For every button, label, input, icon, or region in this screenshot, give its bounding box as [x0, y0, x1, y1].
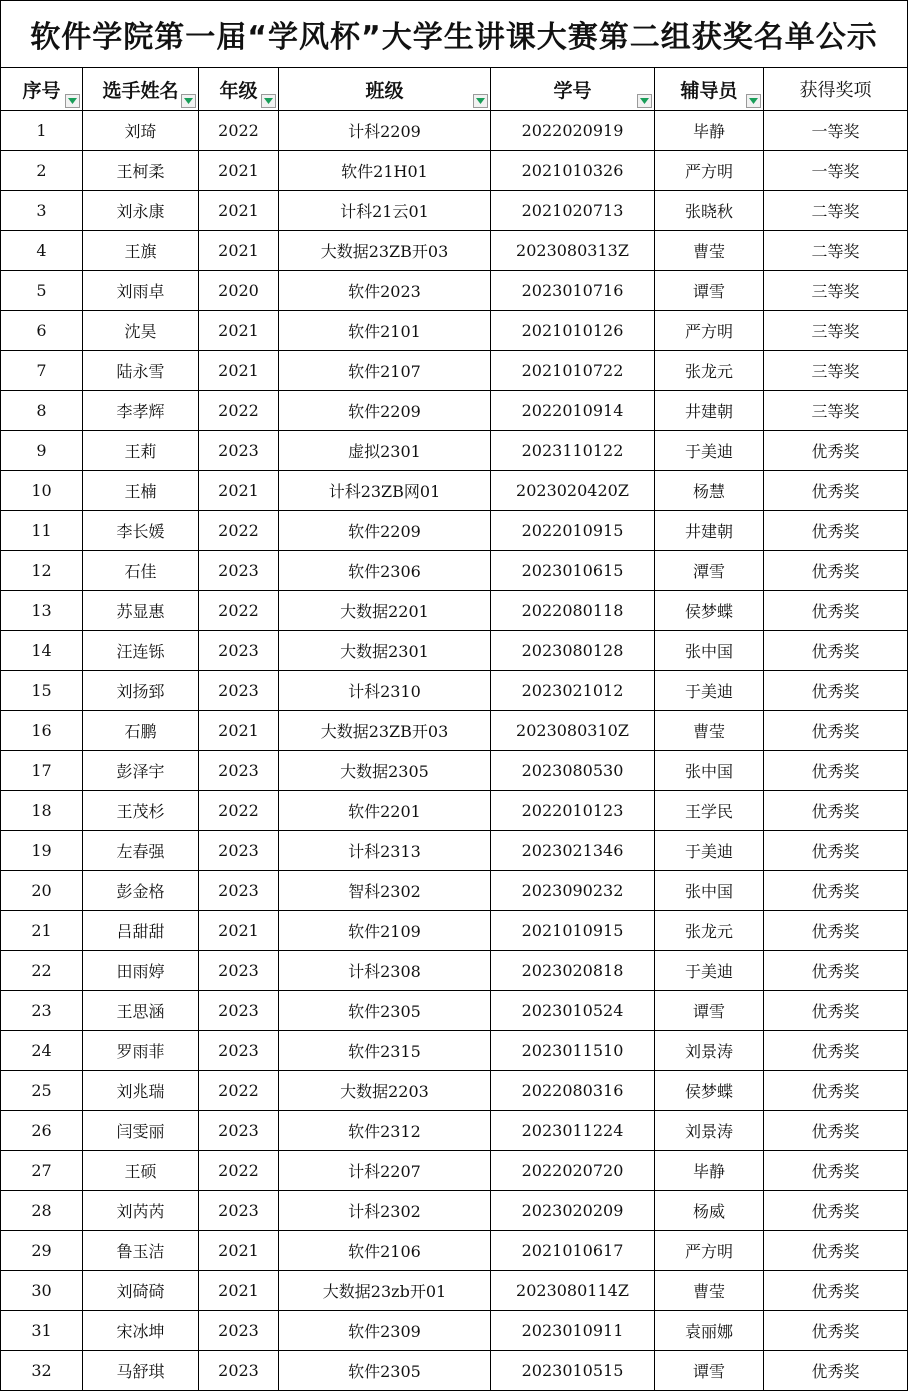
- cell-counselor: 张中国: [655, 871, 764, 911]
- table-row: [1, 431, 908, 471]
- table-row: [1, 1191, 908, 1231]
- cell-grade: 2021: [199, 151, 279, 191]
- cell-grade: 2023: [199, 951, 279, 991]
- cell-award: 三等奖: [764, 271, 908, 311]
- cell-name: 王柯柔: [83, 151, 199, 191]
- cell-grade: 2023: [199, 551, 279, 591]
- cell-class: 计科21云01: [279, 191, 491, 231]
- filter-dropdown-icon[interactable]: [65, 94, 80, 108]
- cell-name: 宋冰坤: [83, 1311, 199, 1351]
- table-row: [1, 231, 908, 271]
- cell-award: 二等奖: [764, 231, 908, 271]
- cell-student-id: 2023080313Z: [491, 231, 655, 271]
- cell-student-id: 2023110122: [491, 431, 655, 471]
- cell-student-id: 2023080128: [491, 631, 655, 671]
- cell-student-id: 2022080316: [491, 1071, 655, 1111]
- header-row: [1, 68, 908, 111]
- cell-class: 计科2310: [279, 671, 491, 711]
- cell-student-id: 2023010615: [491, 551, 655, 591]
- cell-counselor: 杨威: [655, 1191, 764, 1231]
- cell-grade: 2021: [199, 191, 279, 231]
- cell-counselor: 毕静: [655, 111, 764, 151]
- cell-student-id: 2022010123: [491, 791, 655, 831]
- cell-student-id: 2023011510: [491, 1031, 655, 1071]
- cell-grade: 2021: [199, 231, 279, 271]
- cell-seq: 9: [1, 431, 83, 471]
- cell-counselor: 王学民: [655, 791, 764, 831]
- cell-name: 王楠: [83, 471, 199, 511]
- cell-class: 软件2109: [279, 911, 491, 951]
- cell-seq: 4: [1, 231, 83, 271]
- column-header-counselor: [655, 68, 764, 111]
- cell-award: 优秀奖: [764, 431, 908, 471]
- cell-counselor: 潭雪: [655, 551, 764, 591]
- table-row: [1, 311, 908, 351]
- cell-award: 优秀奖: [764, 1031, 908, 1071]
- cell-counselor: 于美迪: [655, 431, 764, 471]
- cell-award: 优秀奖: [764, 711, 908, 751]
- cell-award: 优秀奖: [764, 871, 908, 911]
- cell-class: 计科2308: [279, 951, 491, 991]
- table-row: [1, 991, 908, 1031]
- cell-name: 刘兆瑞: [83, 1071, 199, 1111]
- cell-student-id: 2023010524: [491, 991, 655, 1031]
- cell-grade: 2021: [199, 911, 279, 951]
- cell-name: 李长媛: [83, 511, 199, 551]
- cell-name: 沈昊: [83, 311, 199, 351]
- cell-name: 罗雨菲: [83, 1031, 199, 1071]
- cell-seq: 28: [1, 1191, 83, 1231]
- cell-student-id: 2023080310Z: [491, 711, 655, 751]
- cell-seq: 5: [1, 271, 83, 311]
- column-header-label: 序号: [22, 79, 61, 102]
- cell-student-id: 2023010911: [491, 1311, 655, 1351]
- cell-award: 优秀奖: [764, 511, 908, 551]
- filter-dropdown-icon[interactable]: [637, 94, 652, 108]
- cell-student-id: 2022080118: [491, 591, 655, 631]
- cell-student-id: 2023010515: [491, 1351, 655, 1391]
- column-header-class: [279, 68, 491, 111]
- cell-award: 优秀奖: [764, 911, 908, 951]
- cell-name: 李孝辉: [83, 391, 199, 431]
- cell-name: 王茂杉: [83, 791, 199, 831]
- cell-name: 吕甜甜: [83, 911, 199, 951]
- table-body: [1, 111, 908, 1391]
- table-row: [1, 831, 908, 871]
- cell-seq: 6: [1, 311, 83, 351]
- filter-dropdown-icon[interactable]: [261, 94, 276, 108]
- cell-award: 一等奖: [764, 151, 908, 191]
- cell-counselor: 毕静: [655, 1151, 764, 1191]
- table-row: [1, 551, 908, 591]
- cell-class: 软件2209: [279, 511, 491, 551]
- cell-grade: 2022: [199, 511, 279, 551]
- table-row: [1, 1111, 908, 1151]
- cell-seq: 27: [1, 1151, 83, 1191]
- cell-award: 优秀奖: [764, 591, 908, 631]
- column-header-student-id: [491, 68, 655, 111]
- cell-student-id: 2023080530: [491, 751, 655, 791]
- column-header-label: 年级: [219, 79, 258, 102]
- cell-award: 优秀奖: [764, 1111, 908, 1151]
- cell-class: 软件2209: [279, 391, 491, 431]
- cell-counselor: 侯梦蝶: [655, 591, 764, 631]
- cell-seq: 30: [1, 1271, 83, 1311]
- cell-counselor: 曹莹: [655, 711, 764, 751]
- cell-student-id: 2023021012: [491, 671, 655, 711]
- cell-grade: 2023: [199, 631, 279, 671]
- table-row: [1, 1071, 908, 1111]
- cell-counselor: 于美迪: [655, 951, 764, 991]
- cell-name: 王硕: [83, 1151, 199, 1191]
- cell-award: 优秀奖: [764, 1271, 908, 1311]
- cell-student-id: 2021010915: [491, 911, 655, 951]
- cell-name: 陆永雪: [83, 351, 199, 391]
- cell-class: 大数据2301: [279, 631, 491, 671]
- cell-grade: 2021: [199, 471, 279, 511]
- table-row: [1, 391, 908, 431]
- cell-counselor: 张龙元: [655, 911, 764, 951]
- cell-grade: 2021: [199, 351, 279, 391]
- cell-class: 大数据23ZB开03: [279, 711, 491, 751]
- table-row: [1, 631, 908, 671]
- cell-student-id: 2023080114Z: [491, 1271, 655, 1311]
- cell-grade: 2023: [199, 431, 279, 471]
- cell-name: 王旗: [83, 231, 199, 271]
- cell-name: 刘永康: [83, 191, 199, 231]
- column-header-label: 选手姓名: [102, 79, 179, 102]
- cell-class: 计科2209: [279, 111, 491, 151]
- table-row: [1, 1311, 908, 1351]
- cell-seq: 25: [1, 1071, 83, 1111]
- cell-student-id: 2021010617: [491, 1231, 655, 1271]
- cell-counselor: 谭雪: [655, 991, 764, 1031]
- cell-seq: 7: [1, 351, 83, 391]
- cell-counselor: 张龙元: [655, 351, 764, 391]
- cell-seq: 17: [1, 751, 83, 791]
- table-row: [1, 871, 908, 911]
- cell-class: 软件2106: [279, 1231, 491, 1271]
- cell-name: 石佳: [83, 551, 199, 591]
- cell-counselor: 谭雪: [655, 1351, 764, 1391]
- cell-counselor: 刘景涛: [655, 1031, 764, 1071]
- cell-name: 刘扬郅: [83, 671, 199, 711]
- cell-name: 刘琦: [83, 111, 199, 151]
- cell-grade: 2022: [199, 591, 279, 631]
- cell-award: 三等奖: [764, 391, 908, 431]
- cell-name: 王思涵: [83, 991, 199, 1031]
- table-row: [1, 791, 908, 831]
- cell-award: 优秀奖: [764, 991, 908, 1031]
- cell-name: 鲁玉洁: [83, 1231, 199, 1271]
- cell-name: 彭金格: [83, 871, 199, 911]
- cell-award: 优秀奖: [764, 631, 908, 671]
- table-row: [1, 751, 908, 791]
- cell-seq: 15: [1, 671, 83, 711]
- cell-award: 二等奖: [764, 191, 908, 231]
- cell-award: 三等奖: [764, 311, 908, 351]
- cell-class: 软件21H01: [279, 151, 491, 191]
- cell-counselor: 于美迪: [655, 831, 764, 871]
- cell-counselor: 严方明: [655, 1231, 764, 1271]
- cell-award: 优秀奖: [764, 1231, 908, 1271]
- cell-class: 软件2312: [279, 1111, 491, 1151]
- award-table: [0, 67, 908, 1391]
- cell-grade: 2022: [199, 1151, 279, 1191]
- cell-grade: 2023: [199, 1191, 279, 1231]
- cell-award: 优秀奖: [764, 831, 908, 871]
- cell-grade: 2022: [199, 111, 279, 151]
- cell-name: 刘碕碕: [83, 1271, 199, 1311]
- cell-name: 田雨婷: [83, 951, 199, 991]
- table-row: [1, 271, 908, 311]
- cell-student-id: 2023090232: [491, 871, 655, 911]
- cell-grade: 2023: [199, 671, 279, 711]
- cell-counselor: 张晓秋: [655, 191, 764, 231]
- cell-class: 软件2201: [279, 791, 491, 831]
- cell-seq: 2: [1, 151, 83, 191]
- cell-counselor: 井建朝: [655, 511, 764, 551]
- cell-counselor: 井建朝: [655, 391, 764, 431]
- cell-name: 汪连铄: [83, 631, 199, 671]
- cell-award: 三等奖: [764, 351, 908, 391]
- table-row: [1, 911, 908, 951]
- cell-counselor: 杨慧: [655, 471, 764, 511]
- cell-grade: 2023: [199, 1351, 279, 1391]
- cell-student-id: 2023020818: [491, 951, 655, 991]
- cell-seq: 21: [1, 911, 83, 951]
- table-row: [1, 1271, 908, 1311]
- cell-grade: 2023: [199, 1111, 279, 1151]
- cell-grade: 2023: [199, 1031, 279, 1071]
- column-header-label: 辅导员: [680, 79, 738, 102]
- table-row: [1, 471, 908, 511]
- cell-class: 计科2207: [279, 1151, 491, 1191]
- cell-grade: 2021: [199, 711, 279, 751]
- filter-dropdown-icon[interactable]: [746, 94, 761, 108]
- cell-grade: 2023: [199, 871, 279, 911]
- cell-name: 王莉: [83, 431, 199, 471]
- cell-name: 彭泽宇: [83, 751, 199, 791]
- cell-student-id: 2023010716: [491, 271, 655, 311]
- filter-dropdown-icon[interactable]: [473, 94, 488, 108]
- cell-class: 大数据2305: [279, 751, 491, 791]
- cell-class: 计科23ZB网01: [279, 471, 491, 511]
- cell-student-id: 2022010915: [491, 511, 655, 551]
- table-row: [1, 111, 908, 151]
- cell-name: 刘芮芮: [83, 1191, 199, 1231]
- table-row: [1, 151, 908, 191]
- cell-class: 软件2023: [279, 271, 491, 311]
- cell-award: 优秀奖: [764, 791, 908, 831]
- cell-seq: 3: [1, 191, 83, 231]
- cell-class: 大数据23zb开01: [279, 1271, 491, 1311]
- cell-award: 优秀奖: [764, 1351, 908, 1391]
- cell-class: 软件2306: [279, 551, 491, 591]
- cell-name: 苏显惠: [83, 591, 199, 631]
- cell-award: 优秀奖: [764, 1311, 908, 1351]
- cell-class: 软件2309: [279, 1311, 491, 1351]
- column-header-label: 学号: [553, 79, 592, 102]
- cell-class: 大数据2203: [279, 1071, 491, 1111]
- cell-student-id: 2022010914: [491, 391, 655, 431]
- table-row: [1, 1031, 908, 1071]
- table-row: [1, 711, 908, 751]
- cell-seq: 19: [1, 831, 83, 871]
- cell-student-id: 2021010126: [491, 311, 655, 351]
- cell-class: 计科2302: [279, 1191, 491, 1231]
- cell-award: 优秀奖: [764, 1151, 908, 1191]
- cell-class: 智科2302: [279, 871, 491, 911]
- cell-grade: 2022: [199, 791, 279, 831]
- cell-class: 软件2305: [279, 1351, 491, 1391]
- table-row: [1, 671, 908, 711]
- cell-seq: 16: [1, 711, 83, 751]
- cell-award: 优秀奖: [764, 1191, 908, 1231]
- cell-counselor: 张中国: [655, 751, 764, 791]
- cell-award: 优秀奖: [764, 1071, 908, 1111]
- column-header-label: 获得奖项: [799, 80, 872, 101]
- cell-student-id: 2023020420Z: [491, 471, 655, 511]
- cell-award: 优秀奖: [764, 751, 908, 791]
- cell-class: 大数据2201: [279, 591, 491, 631]
- table-row: [1, 1351, 908, 1391]
- cell-name: 马舒琪: [83, 1351, 199, 1391]
- column-header-seq: [1, 68, 83, 111]
- cell-student-id: 2023020209: [491, 1191, 655, 1231]
- cell-class: 虚拟2301: [279, 431, 491, 471]
- cell-grade: 2023: [199, 831, 279, 871]
- cell-grade: 2020: [199, 271, 279, 311]
- cell-name: 闫雯丽: [83, 1111, 199, 1151]
- table-row: [1, 591, 908, 631]
- cell-seq: 24: [1, 1031, 83, 1071]
- column-header-award: [764, 68, 908, 111]
- cell-student-id: 2022020720: [491, 1151, 655, 1191]
- cell-seq: 26: [1, 1111, 83, 1151]
- table-row: [1, 951, 908, 991]
- table-row: [1, 351, 908, 391]
- cell-seq: 18: [1, 791, 83, 831]
- cell-seq: 31: [1, 1311, 83, 1351]
- cell-name: 石鹏: [83, 711, 199, 751]
- cell-seq: 12: [1, 551, 83, 591]
- cell-student-id: 2022020919: [491, 111, 655, 151]
- cell-seq: 23: [1, 991, 83, 1031]
- cell-seq: 29: [1, 1231, 83, 1271]
- cell-grade: 2021: [199, 1231, 279, 1271]
- cell-seq: 14: [1, 631, 83, 671]
- cell-grade: 2023: [199, 751, 279, 791]
- cell-seq: 20: [1, 871, 83, 911]
- cell-name: 左春强: [83, 831, 199, 871]
- table-row: [1, 1151, 908, 1191]
- cell-award: 优秀奖: [764, 671, 908, 711]
- cell-class: 计科2313: [279, 831, 491, 871]
- cell-counselor: 侯梦蝶: [655, 1071, 764, 1111]
- cell-student-id: 2021020713: [491, 191, 655, 231]
- cell-class: 软件2305: [279, 991, 491, 1031]
- table-row: [1, 511, 908, 551]
- page-title: 软件学院第一届“学风杯”大学生讲课大赛第二组获奖名单公示: [0, 0, 908, 67]
- cell-seq: 11: [1, 511, 83, 551]
- cell-seq: 1: [1, 111, 83, 151]
- cell-seq: 22: [1, 951, 83, 991]
- cell-counselor: 张中国: [655, 631, 764, 671]
- cell-counselor: 严方明: [655, 311, 764, 351]
- cell-grade: 2023: [199, 1311, 279, 1351]
- cell-award: 优秀奖: [764, 951, 908, 991]
- cell-grade: 2022: [199, 1071, 279, 1111]
- cell-name: 刘雨卓: [83, 271, 199, 311]
- cell-counselor: 刘景涛: [655, 1111, 764, 1151]
- cell-student-id: 2023021346: [491, 831, 655, 871]
- cell-class: 软件2107: [279, 351, 491, 391]
- cell-counselor: 袁丽娜: [655, 1311, 764, 1351]
- cell-student-id: 2023011224: [491, 1111, 655, 1151]
- cell-counselor: 曹莹: [655, 1271, 764, 1311]
- cell-grade: 2022: [199, 391, 279, 431]
- cell-award: 优秀奖: [764, 551, 908, 591]
- cell-counselor: 曹莹: [655, 231, 764, 271]
- cell-award: 一等奖: [764, 111, 908, 151]
- cell-counselor: 谭雪: [655, 271, 764, 311]
- cell-seq: 13: [1, 591, 83, 631]
- column-header-grade: [199, 68, 279, 111]
- table-row: [1, 191, 908, 231]
- column-header-label: 班级: [365, 79, 404, 102]
- cell-seq: 10: [1, 471, 83, 511]
- cell-seq: 8: [1, 391, 83, 431]
- cell-grade: 2021: [199, 1271, 279, 1311]
- column-header-name: [83, 68, 199, 111]
- cell-class: 软件2101: [279, 311, 491, 351]
- cell-grade: 2023: [199, 991, 279, 1031]
- cell-grade: 2021: [199, 311, 279, 351]
- cell-counselor: 严方明: [655, 151, 764, 191]
- table-row: [1, 1231, 908, 1271]
- cell-class: 软件2315: [279, 1031, 491, 1071]
- cell-counselor: 于美迪: [655, 671, 764, 711]
- cell-award: 优秀奖: [764, 471, 908, 511]
- cell-student-id: 2021010326: [491, 151, 655, 191]
- cell-class: 大数据23ZB开03: [279, 231, 491, 271]
- filter-dropdown-icon[interactable]: [181, 94, 196, 108]
- cell-student-id: 2021010722: [491, 351, 655, 391]
- cell-seq: 32: [1, 1351, 83, 1391]
